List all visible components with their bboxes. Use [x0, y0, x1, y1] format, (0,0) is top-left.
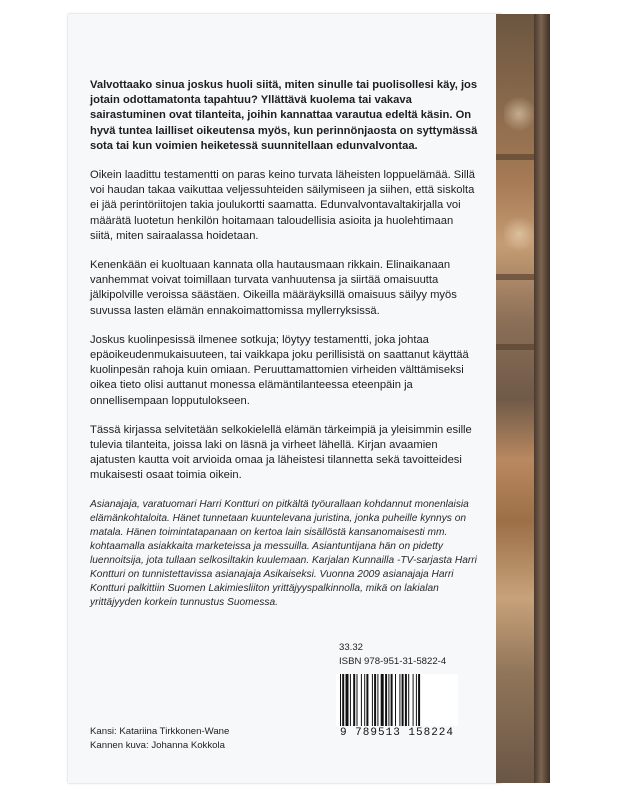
- cover-design-credit: Kansi: Katariina Tirkkonen-Wane: [90, 726, 230, 737]
- classification-code: 33.32: [339, 642, 364, 653]
- blurb-paragraph-5: Tässä kirjassa selvitetään selkokielellä elämän tärkeimpiä ja yleisimmin esille tulevia tilanteita, joissa laki on läsnä ja virheet lähellä. Kirjan avaamien ajatusten kautta voit arvioida omaa ja läheistesi tilannetta sekä tavoitteidesi mukaisesti osaat toimia oikein.: [90, 423, 472, 482]
- cover-photo-credit: Kannen kuva: Johanna Kokkola: [90, 740, 225, 751]
- blurb-paragraph-4: Joskus kuolinpesissä ilmenee sotkuja; löytyy testamentti, joka johtaa epäoikeudenmukaisuuteen, tai vaikkapa joku perillisistä on saattanut käyttää kuolinpesän rahoja kuin omiaan. Peruuttamattomien virheiden välttämiseksi oikea tieto olisi auttanut monessa elämäntilanteessa eteenpäin ja onnellisempaan lopputulokseen.: [90, 333, 469, 407]
- barcode-number: 9 789513 158224: [339, 727, 455, 739]
- blurb-paragraph-3: Kenenkään ei kuoltuaan kannata olla hautausmaan rikkain. Elinaikanaan vanhemmat voivat toimillaan turvata vanhuutensa ja siirtää omaisuutta jälkipolville veroissa säästäen. Oikeilla määräyksillä omaisuus säilyy myös suvussa lasten elämän ennakoimattomissa myllerryksissä.: [90, 259, 457, 317]
- blurb-paragraph-2: Oikein laadittu testamentti on paras keino turvata läheisten loppuelämää. Sillä voi haudan takaa vaikuttaa veljessuhteiden säilymiseen ja siihen, että siskolta ei jää perintöriitojen takia joulukortti saamatta. Edunvalvontavaltakirjalla voi määrätä luotetun henkilön hoitamaan taloudellisia asioita ja huolehtimaan siitä, miten sairaalassa hoidetaan.: [90, 169, 475, 242]
- book-spine: [534, 14, 550, 783]
- isbn-text: ISBN 978-951-31-5822-4: [339, 656, 447, 667]
- blurb-text: [90, 78, 478, 624]
- blurb-paragraph-1: Valvottaako sinua joskus huoli siitä, miten sinulle tai puolisollesi käy, jos jotain odottamatonta tapahtuu? Yllättävä kuolema tai vakava sairastuminen ovat tilanteita, joihin kannattaa varautua edeltä käsin. On hyvä tuntea lailliset oikeutensa myös, kun perinnönjaosta on syttymässä sota tai kun voimien heiketessä suunnitellaan edunvalvontaa.: [90, 79, 478, 152]
- barcode: [336, 674, 458, 726]
- author-bio: Asianajaja, varatuomari Harri Kontturi on pitkältä työurallaan kohdannut monenlaisia elämänkohtaloita. Hänet tunnetaan kuuntelevana juristina, jonka puheille kynnys on matala. Hänen toimintatapanaan on kertoa lain sisällöstä kansanomaisesti mm. kohtaamalla asiakkaita marketeissa ja messuilla. Asiantuntijana hän on pidetty luennoitsija, jota tullaan selkosiltakin kuulemaan. Karjalan Kunnailla -TV-sarjasta Harri Kontturi on tunnistettavissa asianajaja Asikaiseksi. Vuonna 2009 asianajaja Harri Kontturi palkittiin Suomen Lakimiesliiton yrittäjyyspalkinnolla, mikä on lakialan yrittäjyyden korkein tunnustus Suomessa.: [90, 498, 477, 608]
